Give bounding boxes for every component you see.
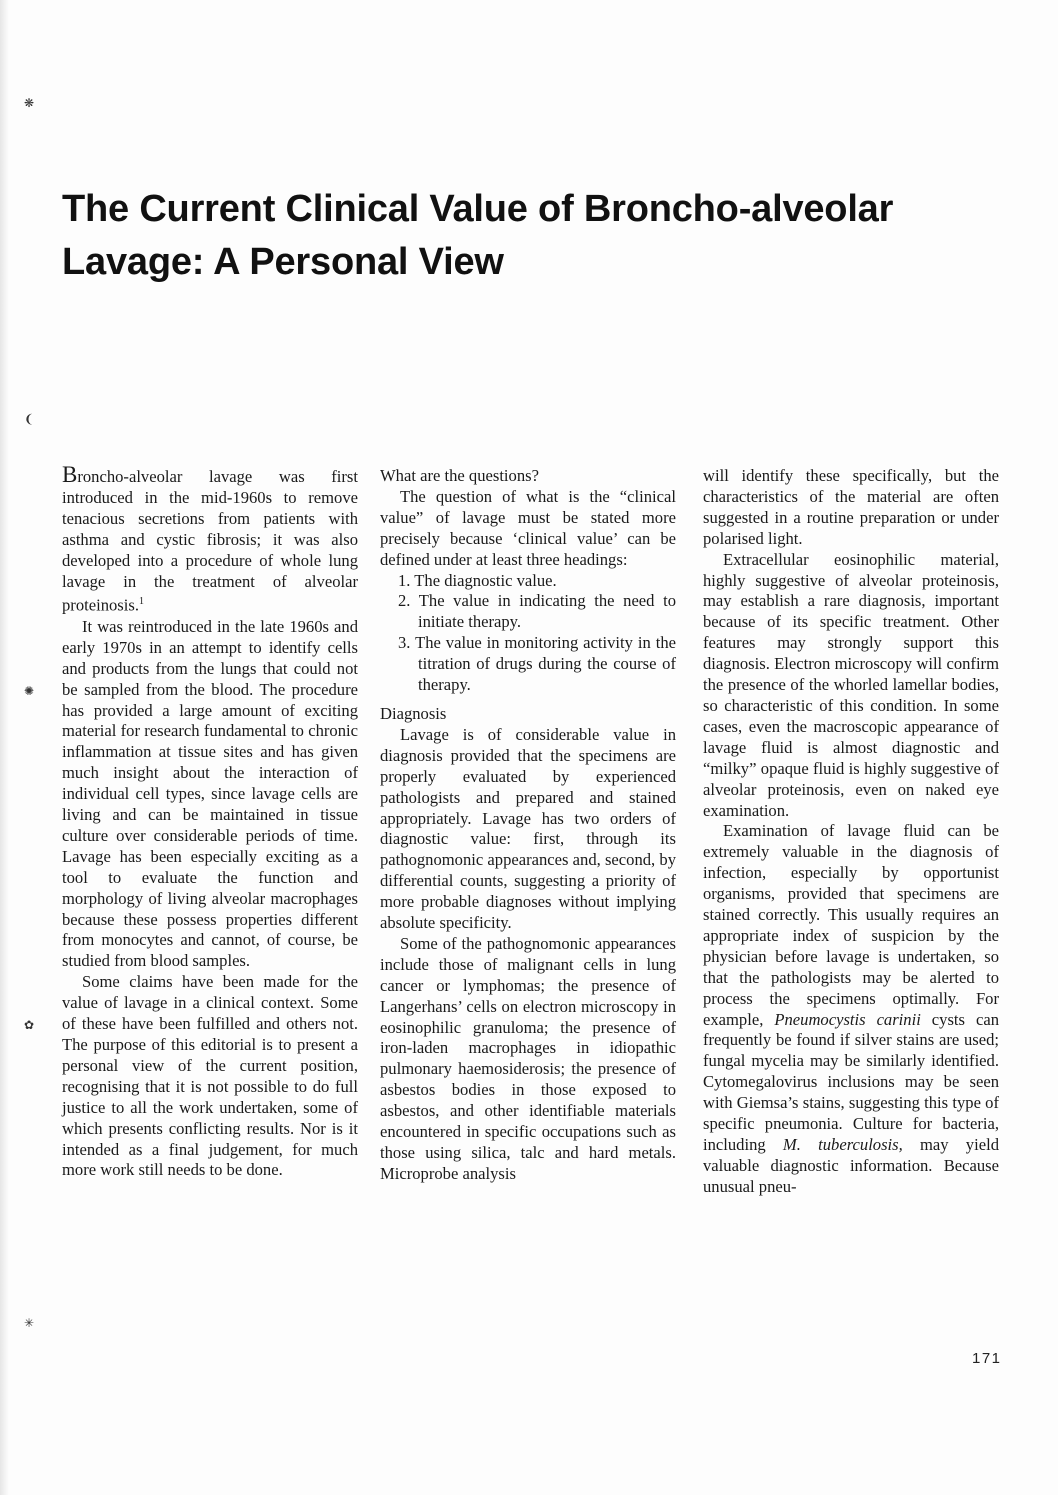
list-item: 3. The value in monitoring activity in the titration of drugs during the course of therapy. [398, 633, 676, 695]
paragraph: The question of what is the “clinical value” of lavage must be stated more precisely because ‘clinical value’ can be defined under at least three headings: [380, 486, 676, 569]
paragraph: will identify these specifically, but the characteristics of the material are often suggested in a routine preparation or under polarised light. [703, 466, 999, 548]
intro-paragraph: Broncho-alveolar lavage was first introduced in the mid-1960s to remove tenacious secretions from patients with asthma and cystic fibrosis; it was also developed into a procedure of whole lung lavage in the treatment of alveolar proteinosis.$^1$ [62, 462, 358, 615]
article-title: The Current Clinical Value of Broncho-alveolar Lavage: A Personal View [62, 188, 894, 284]
column-3 [703, 466, 999, 1198]
paragraph: Some claims have been made for the value of lavage in a clinical context. Some of these have been fulfilled and others not. The purpose of this editorial is to present a personal view of the current position, recognising that it is not possible to do full justice to all the work undertaken, some of which presents conflicting results. Nor is it intended as a final judgement, for much more work still needs to be done. [62, 972, 358, 1180]
footnote-ref: 1 [138, 596, 144, 608]
paragraph: Extracellular eosinophilic material, highly suggestive of alveolar proteinosis, may establish a rare diagnosis, important because of its specific treatment. Other features may strongly support this diagnosis. Electron microscopy will confirm the presence of the whorled lamellar bodies, so characteristic of this condition. In some cases, even the macroscopic appearance of lavage fluid is almost diagnostic and “milky” opaque fluid is highly suggestive of alveolar proteinosis, even on naked eye examination. [703, 549, 999, 820]
scan-speck: ✺ [24, 684, 35, 698]
italic-species-name: Pneumocystis carinii [774, 1009, 921, 1029]
paragraph: Lavage is of considerable value in diagnosis provided that the specimens are properly evaluated by experienced pathologists and prepared and stained appropriately. Lavage has two orders of diagnostic value: first, through its pathognomonic appearances and, second, by differential counts, suggesting a priority of more probable diagnoses without implying absolute specificity. [380, 724, 676, 933]
list-item: 1. The diagnostic value. [398, 570, 557, 590]
column-2 [380, 466, 676, 1185]
section-heading-questions: What are the questions? [380, 466, 539, 485]
column-1 [62, 462, 358, 1181]
scanned-page-edge [0, 0, 9, 1495]
scan-speck: ❨ [24, 412, 35, 426]
paragraph: Some of the pathognomonic appearances include those of malignant cells in lung cancer or lymphomas; the presence of Langerhans’ cells on electron microscopy in eosinophilic granuloma; the presence of iron-laden macrophages in idiopathic pulmonary haemosiderosis; the presence of asbestos bodies in those exposed to asbestos, and other identifiable materials encountered in specific occupations such as those using silica, talc and hard metals. Microprobe analysis [380, 933, 676, 1183]
list-item: 2. The value in indicating the need to initiate therapy. [398, 591, 676, 632]
scan-speck: ✿ [24, 1018, 35, 1032]
section-heading-diagnosis: Diagnosis [380, 703, 447, 723]
page-number: 171 [972, 1350, 1002, 1367]
paragraph: It was reintroduced in the late 1960s and early 1970s in an attempt to identify cells and products from the lungs that could not be sampled from the blood. The procedure has provided a large amount of exciting material for research fundamental to chronic inflammation at tissue sites and has given much insight about the interaction of individual cell types, since lavage cells are living and can be maintained in tissue culture over considerable periods of time. Lavage has been especially exciting as a tool to evaluate the function and morphology of living alveolar macrophages because these possess properties different from monocytes and cannot, of course, be studied from blood samples. [62, 616, 358, 971]
drop-cap: B [62, 462, 78, 487]
headings-list [380, 571, 676, 696]
scan-speck: ❋ [24, 96, 35, 110]
paragraph: Examination of lavage fluid can be extremely valuable in the diagnosis of infection, especially by opportunist organisms, provided that specimens are stained correctly. This usually requires an appropriate index of suspicion by the physician before lavage is undertaken, so that the pathologists may be alerted to process the specimens optimally. For example, Pneumocystis carinii cysts can frequently be found if silver stains are used; fungal mycelia may be similarly identified. Cytomegalovirus inclusions may be seen with Giemsa’s stains, suggesting this type of specific pneumonia. Culture for bacteria, including M. tuberculosis, may yield valuable diagnostic information. Because unusual pneu- [703, 821, 1000, 1196]
scan-speck: ✳ [24, 1316, 35, 1330]
italic-species-name: M. tuberculosis, [782, 1135, 903, 1154]
